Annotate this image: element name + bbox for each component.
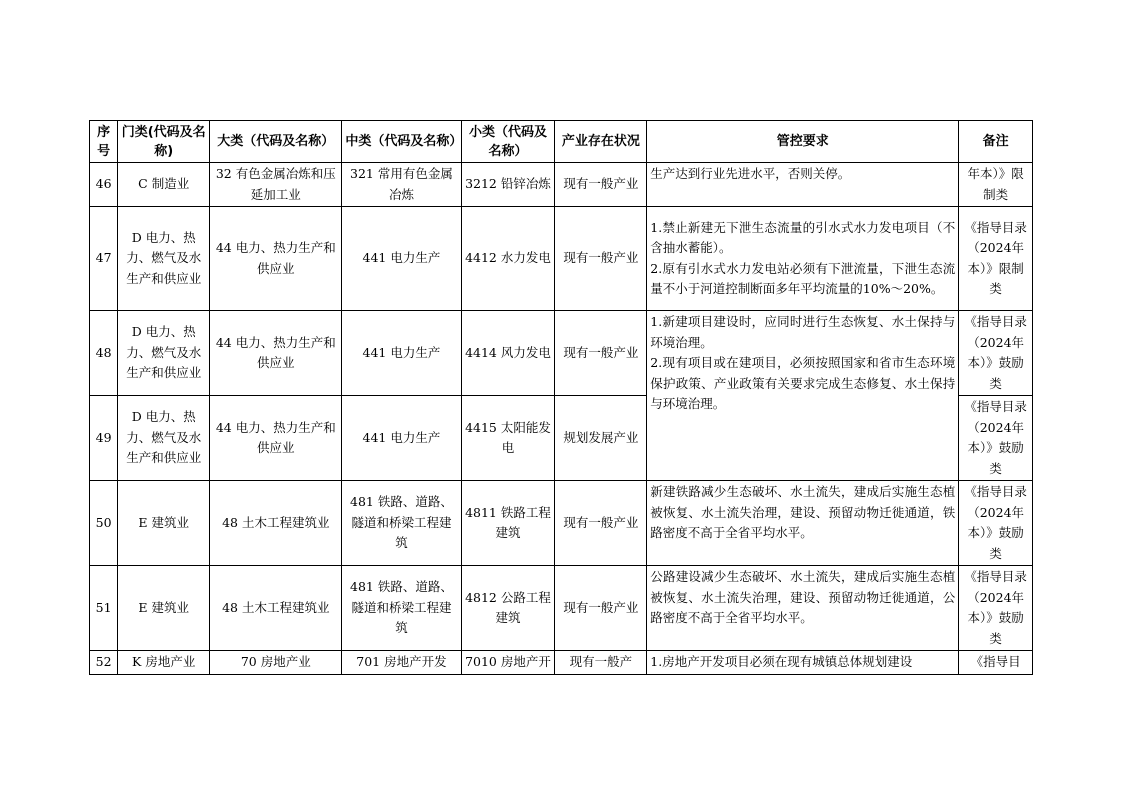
header-row (90, 121, 1033, 163)
table-row (90, 651, 1033, 675)
cell-major: 44 电力、热力生产和供应业 (210, 207, 342, 311)
cell-middle: 321 常用有色金属冶炼 (342, 163, 461, 207)
cell-control (647, 481, 959, 566)
control-line: 生产达到行业先进水平，否则关停。 (650, 166, 851, 181)
cell-minor: 4811 铁路工程建筑 (461, 481, 555, 566)
header-control: 管控要求 (647, 121, 959, 163)
cell-middle: 441 电力生产 (342, 207, 461, 311)
cell-remark: 《指导目录（2024年本）》限制类 (959, 207, 1033, 311)
cell-door: D 电力、热力、燃气及水生产和供应业 (118, 396, 210, 481)
cell-control (647, 163, 959, 207)
cell-minor: 3212 铅锌冶炼 (461, 163, 555, 207)
control-line: 公路建设减少生态破坏、水土流失，建成后实施生态植被恢复、水土流失治理，建设、预留动物迁徙通道，公路密度不高于全省平均水平。 (650, 569, 956, 625)
cell-major: 44 电力、热力生产和供应业 (210, 396, 342, 481)
cell-minor: 4414 风力发电 (461, 311, 555, 396)
header-status: 产业存在状况 (555, 121, 647, 163)
cell-status: 现有一般产业 (555, 566, 647, 651)
cell-major: 32 有色金属冶炼和压延加工业 (210, 163, 342, 207)
cell-major: 70 房地产业 (210, 651, 342, 675)
cell-status: 现有一般产业 (555, 481, 647, 566)
industry-control-table (89, 120, 1033, 675)
control-line: 1.新建项目建设时，应同时进行生态恢复、水土保持与环境治理。 (650, 314, 956, 350)
cell-minor: 4812 公路工程建筑 (461, 566, 555, 651)
cell-remark: 《指导目录（2024年本）》鼓励类 (959, 396, 1033, 481)
header-middle: 中类（代码及名称） (342, 121, 461, 163)
cell-remark: 《指导目录（2024年本）》鼓励类 (959, 481, 1033, 566)
header-major: 大类（代码及名称） (210, 121, 342, 163)
cell-status: 现有一般产业 (555, 311, 647, 396)
cell-control (647, 311, 959, 481)
cell-major: 44 电力、热力生产和供应业 (210, 311, 342, 396)
cell-middle: 481 铁路、道路、隧道和桥梁工程建筑 (342, 481, 461, 566)
header-minor: 小类（代码及名称） (461, 121, 555, 163)
cell-major: 48 土木工程建筑业 (210, 566, 342, 651)
cell-door: D 电力、热力、燃气及水生产和供应业 (118, 207, 210, 311)
control-line: 1.房地产开发项目必须在现有城镇总体规划建设 (650, 654, 913, 669)
cell-minor: 7010 房地产开 (461, 651, 555, 675)
cell-door: K 房地产业 (118, 651, 210, 675)
header-remark: 备注 (959, 121, 1033, 163)
table-row (90, 163, 1033, 207)
cell-seq: 49 (90, 396, 118, 481)
control-line: 新建铁路减少生态破坏、水土流失，建成后实施生态植被恢复、水土流失治理，建设、预留动物迁徙通道，铁路密度不高于全省平均水平。 (650, 484, 956, 540)
cell-status: 规划发展产业 (555, 396, 647, 481)
cell-minor: 4415 太阳能发电 (461, 396, 555, 481)
table-row (90, 481, 1033, 566)
cell-control (647, 566, 959, 651)
cell-door: D 电力、热力、燃气及水生产和供应业 (118, 311, 210, 396)
control-line: 2.原有引水式水力发电站必须有下泄流量，下泄生态流量不小于河道控制断面多年平均流量的10%～20%。 (650, 260, 956, 296)
cell-minor: 4412 水力发电 (461, 207, 555, 311)
cell-seq: 52 (90, 651, 118, 675)
control-line: 2.现有项目或在建项目，必须按照国家和省市生态环境保护政策、产业政策有关要求完成生态修复、水土保持与环境治理。 (650, 355, 956, 411)
cell-seq: 50 (90, 481, 118, 566)
cell-door: E 建筑业 (118, 481, 210, 566)
cell-middle: 701 房地产开发 (342, 651, 461, 675)
cell-middle: 441 电力生产 (342, 311, 461, 396)
cell-major: 48 土木工程建筑业 (210, 481, 342, 566)
header-seq: 序号 (90, 121, 118, 163)
cell-remark: 年本）》限制类 (959, 163, 1033, 207)
cell-middle: 441 电力生产 (342, 396, 461, 481)
cell-status: 现有一般产 (555, 651, 647, 675)
table-row (90, 311, 1033, 396)
cell-seq: 51 (90, 566, 118, 651)
cell-door: C 制造业 (118, 163, 210, 207)
cell-control (647, 207, 959, 311)
table-row (90, 207, 1033, 311)
cell-status: 现有一般产业 (555, 207, 647, 311)
cell-status: 现有一般产业 (555, 163, 647, 207)
table-row (90, 566, 1033, 651)
cell-door: E 建筑业 (118, 566, 210, 651)
cell-seq: 48 (90, 311, 118, 396)
cell-seq: 46 (90, 163, 118, 207)
cell-remark: 《指导目录（2024年本）》鼓励类 (959, 311, 1033, 396)
header-door: 门类(代码及名称) (118, 121, 210, 163)
cell-middle: 481 铁路、道路、隧道和桥梁工程建筑 (342, 566, 461, 651)
cell-seq: 47 (90, 207, 118, 311)
cell-remark: 《指导目录（2024年本）》鼓励类 (959, 566, 1033, 651)
cell-remark: 《指导目 (959, 651, 1033, 675)
control-line: 1.禁止新建无下泄生态流量的引水式水力发电项目（不含抽水蓄能）。 (650, 219, 956, 255)
cell-control (647, 651, 959, 675)
